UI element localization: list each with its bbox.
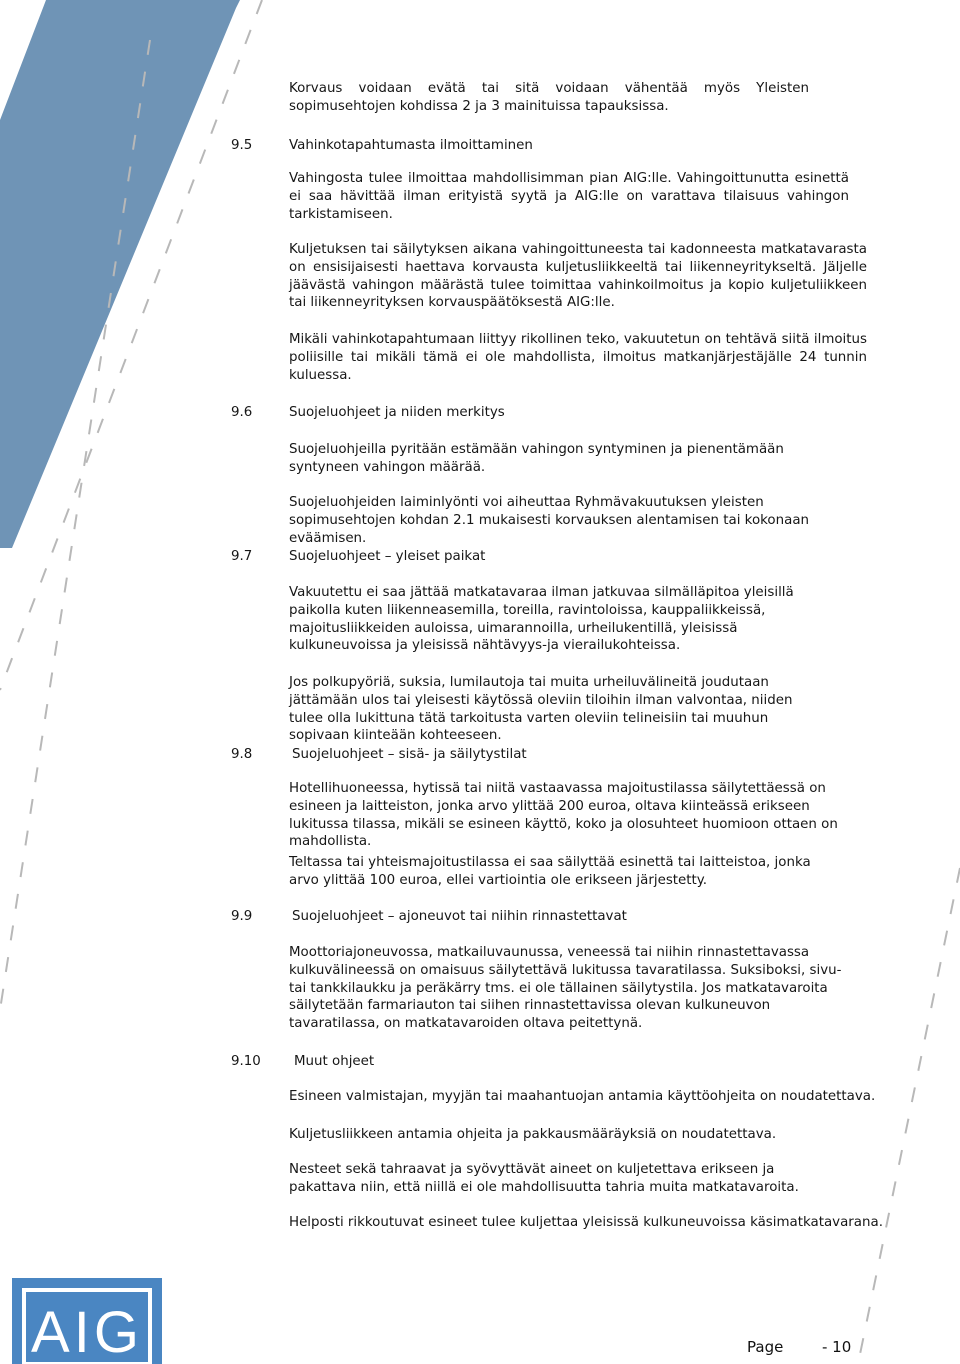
- section-title: Muut ohjeet: [294, 1054, 375, 1069]
- paragraph-9-5-2: Kuljetuksen tai säilytyksen aikana vahingoittuneesta tai kadonneesta matkatavarasta on ensisijaisesti haettava korvausta kuljetusliikkeeltä tai liikenneyritykseltä. Jäljelle jäävästä vahingon määrästä tulee toimittaa vahinkoilmoitus ja kopio kuljetuliikkeen tai liikenneyrityksen korvauspäätöksestä AIG:lle.: [289, 242, 867, 311]
- logo-text: AIG: [31, 1300, 143, 1364]
- paragraph-9-8-2: Teltassa tai yhteismajoitustilassa ei saa säilyttää esinettä tai laitteistoa, jonka arvo ylittää 100 euroa, ellei vartiointia ole erikseen järjestetty.: [289, 855, 811, 888]
- aig-logo-mark: [12, 1278, 162, 1364]
- paragraph-9-6-1: Suojeluohjeilla pyritään estämään vahingon syntyminen ja pienentämään syntyneen vahingon määrää.: [289, 442, 784, 475]
- paragraph-9-10-2: Kuljetusliikkeen antamia ohjeita ja pakkausmääräyksiä on noudatettava.: [289, 1127, 777, 1142]
- paragraph-9-8-1: Hotellihuoneessa, hytissä tai niitä vastaavassa majoitustilassa säilytettäessä on esineen ja laitteiston, jonka arvo ylittää 200 euroa, oltava kiinteässä erikseen lukitussa tilassa, mikäli se esineen käyttö, koko ja olosuhteet huomioon ottaen on mahdollista.: [289, 781, 838, 850]
- intro-paragraph: Korvaus voidaan evätä tai sitä voidaan vähentää myös Yleisten sopimusehtojen kohdissa 2 ja 3 mainituissa tapauksissa.: [289, 81, 809, 114]
- paragraph-9-10-1: Esineen valmistajan, myyjän tai maahantuojan antamia käyttöohjeita on noudatettava.: [289, 1089, 876, 1104]
- aig-logo: [12, 1278, 162, 1364]
- paragraph-9-7-2: Jos polkupyöriä, suksia, lumilautoja tai muita urheiluvälineitä joudutaan jättämään ulos tai yleisesti käytössä oleviin tiloihin ilman valvontaa, niiden tulee olla lukittuna tätä tarkoitusta varten oleviin telineisiin tai muuhun sopivaan kiinteään kohteeseen.: [289, 675, 793, 744]
- section-title: Suojeluohjeet – yleiset paikat: [289, 549, 486, 564]
- section-number: 9.7: [231, 549, 253, 564]
- page-number: - 10: [822, 1338, 852, 1356]
- section-number: 9.10: [231, 1054, 261, 1069]
- section-title: Suojeluohjeet – sisä- ja säilytystilat: [292, 747, 527, 762]
- paragraph-9-10-3: Nesteet sekä tahraavat ja syövyttävät aineet on kuljetettava erikseen ja pakattava niin, että niillä ei ole mahdollisuutta tahria muita matkatavaroita.: [289, 1162, 799, 1195]
- section-number: 9.6: [231, 405, 253, 420]
- paragraph-9-5-1: Vahingosta tulee ilmoittaa mahdollisimman pian AIG:lle. Vahingoittunutta esinettä ei saa hävittää ilman erityistä syytä ja AIG:lle on varattava tilaisuus vahingon tarkistamiseen.: [289, 171, 849, 222]
- page-label: Page: [747, 1338, 784, 1356]
- section-number: 9.5: [231, 138, 253, 153]
- paragraph-9-6-2: Suojeluohjeiden laiminlyönti voi aiheuttaa Ryhmävakuutuksen yleisten sopimusehtojen kohdan 2.1 mukaisesti korvauksen alentamisen tai kokonaan eväämisen.: [289, 495, 810, 546]
- paragraph-9-7-1: Vakuutettu ei saa jättää matkatavaraa ilman jatkuvaa silmälläpitoa yleisillä paikolla kuten liikenneasemilla, toreilla, ravintoloissa, kauppaliikkeissä, majoitusliikkeiden auloissa, uimarannoilla, urheilukentillä, yleisissä kulkuneuvoissa ja yleisissä nähtävyys-ja vierailukohteissa.: [289, 585, 794, 654]
- section-number: 9.9: [231, 909, 253, 924]
- paragraph-9-5-3: Mikäli vahinkotapahtumaan liittyy rikollinen teko, vakuutetun on tehtävä siitä ilmoitus poliisille tai mikäli tämä ei ole mahdollista, ilmoitus matkanjärjestäjälle 24 tunnin kuluessa.: [289, 332, 867, 383]
- section-title: Vahinkotapahtumasta ilmoittaminen: [289, 138, 533, 153]
- dashed-diagonal-line-bottom: [858, 868, 960, 1364]
- section-number: 9.8: [231, 747, 253, 762]
- section-title: Suojeluohjeet ja niiden merkitys: [289, 405, 505, 420]
- blue-diagonal-band: [0, 0, 240, 548]
- section-title: Suojeluohjeet – ajoneuvot tai niihin rinnastettavat: [292, 909, 627, 924]
- paragraph-9-10-4: Helposti rikkoutuvat esineet tulee kuljettaa yleisissä kulkuneuvoissa käsimatkatavarana.: [289, 1215, 883, 1230]
- paragraph-9-9-1: Moottoriajoneuvossa, matkailuvaunussa, veneessä tai niihin rinnastettavassa kulkuvälineessä on omaisuus säilytettävä lukitussa tavaratilassa. Suksiboksi, sivu- tai tankkilaukku ja peräkärry tms. ei ole tällainen säilytystila. Jos matkatavaroita säilytetään farmariauton tai siihen rinnastettavissa olevan kulkuneuvon tavaratilassa, on matkatavaroiden oltava peitettynä.: [289, 945, 842, 1032]
